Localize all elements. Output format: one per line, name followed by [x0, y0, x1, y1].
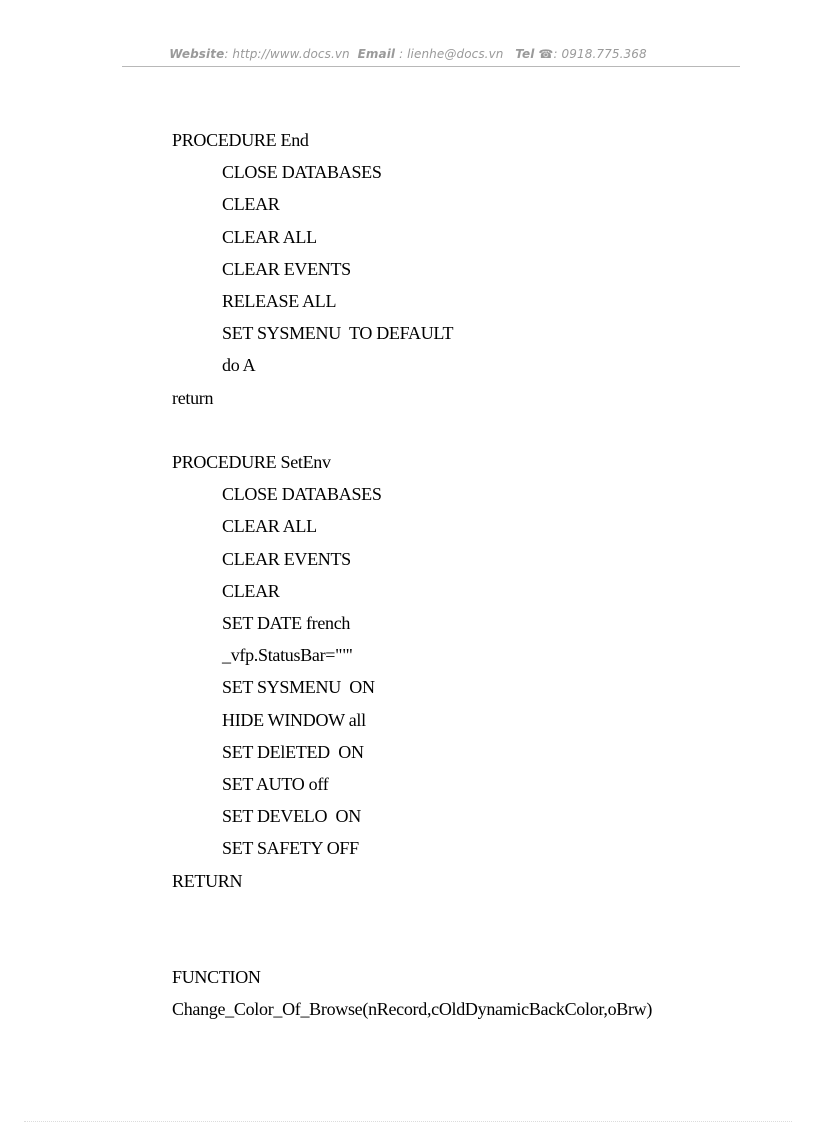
- code-line: SET DElETED ON: [222, 742, 364, 762]
- phone-icon: ☎: [538, 47, 554, 61]
- code-line: SET SYSMENU TO DEFAULT: [222, 323, 454, 343]
- website-label: Website: [169, 47, 225, 61]
- code-line: SET SAFETY OFF: [222, 838, 359, 858]
- code-line-proc-end-header: PROCEDURE End: [172, 130, 309, 150]
- code-line: HIDE WINDOW all: [222, 710, 366, 730]
- code-line-proc-setenv-footer: RETURN: [172, 871, 243, 891]
- code-line: SET SYSMENU ON: [222, 677, 375, 697]
- code-line: _vfp.StatusBar=""': [222, 645, 353, 665]
- email-value: : lienhe@docs.vn: [395, 47, 504, 61]
- code-line-proc-end-footer: return: [172, 388, 214, 408]
- code-line: RELEASE ALL: [222, 291, 337, 311]
- header-divider: [122, 66, 740, 67]
- tel-value: : 0918.775.368: [553, 47, 647, 61]
- code-line: CLOSE DATABASES: [222, 162, 382, 182]
- code-line: do A: [222, 355, 256, 375]
- code-line: CLEAR ALL: [222, 227, 317, 247]
- code-line: CLEAR EVENTS: [222, 259, 351, 279]
- code-line: CLEAR: [222, 581, 280, 601]
- page-header: [0, 47, 816, 61]
- website-value: : http://www.docs.vn: [224, 47, 350, 61]
- code-line: SET DATE french: [222, 613, 351, 633]
- footer-divider: [24, 1121, 792, 1122]
- code-line: CLEAR EVENTS: [222, 549, 351, 569]
- code-line-proc-setenv-header: PROCEDURE SetEnv: [172, 452, 331, 472]
- email-label: Email: [357, 47, 396, 61]
- code-line: CLEAR ALL: [222, 516, 317, 536]
- code-line: CLEAR: [222, 194, 280, 214]
- code-line-function-keyword: FUNCTION: [172, 967, 261, 987]
- code-line: SET DEVELO ON: [222, 806, 361, 826]
- code-line: CLOSE DATABASES: [222, 484, 382, 504]
- code-line: SET AUTO off: [222, 774, 329, 794]
- code-line-function-signature: Change_Color_Of_Browse(nRecord,cOldDynamicBackColor,oBrw): [172, 999, 653, 1019]
- tel-label: Tel: [515, 47, 535, 61]
